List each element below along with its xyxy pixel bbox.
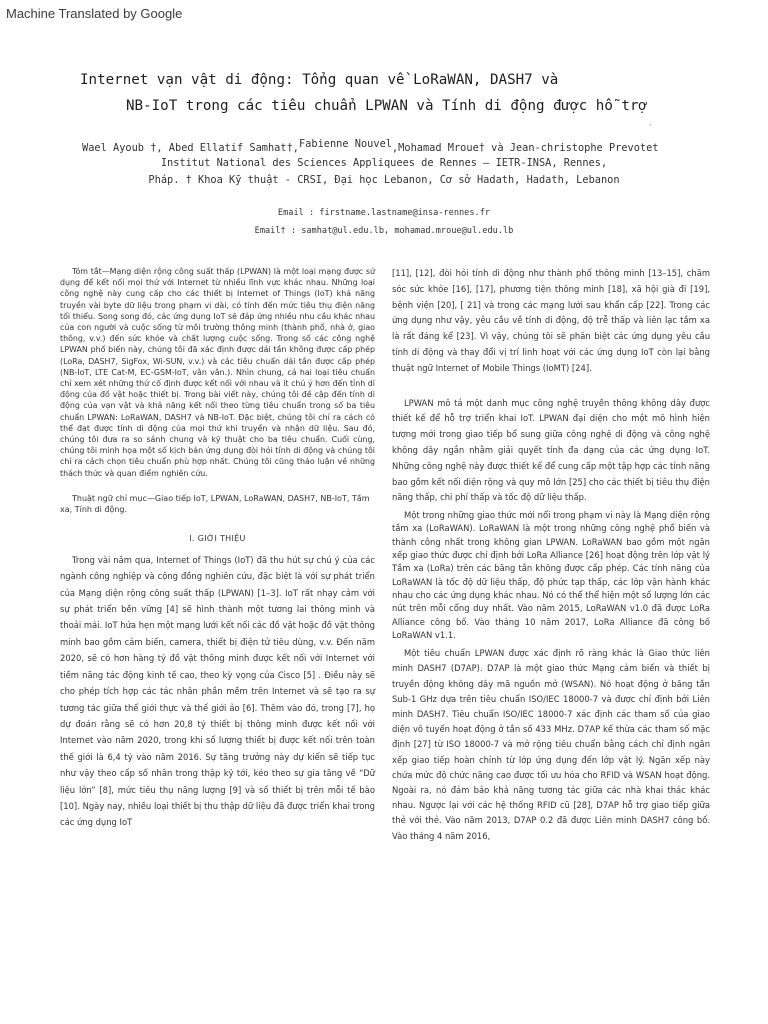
email-line-2: Email† : samhat@ul.edu.lb, mohamad.mroue@ul.edu.lb (254, 226, 514, 236)
abstract: Tóm tắt—Mạng diện rộng công suất thấp (LPWAN) là một loại mạng được sử dụng để kết nối mọi thứ với Internet từ nhiều lĩnh vực khác nhau. Những loại công nghệ này cung cấp cho các thiết bị Internet of Things (IoT) khả năng truyền vài byte dữ liệu trong phạm vi dài, có tính đến mức tiêu thụ điện năng tối thiểu. Song song đó, các ứng dụng IoT sẽ đáp ứng nhiều nhu cầu khác nhau của con người và cuộc sống từ môi trường thông minh (thành phố, nhà ở, giao thông, v.v.) đến sức khỏe và chất lượng cuộc sống. Trong số các công nghệ LPWAN phổ biến này, chúng tôi đã xác định được dải tần không được cấp phép (LoRa, DASH7, SigFox, Wi-SUN, v.v.) và các tiêu chuẩn dải tần được cấp phép (NB-IoT, LTE Cat-M, EC-GSM-IoT, vân vân.). Nhìn chung, cả hai loại tiêu chuẩn chỉ xem xét những thứ cố định được kết nối với nhau và ít chú ý hơn đến tính di động của đồ vật hoặc thiết bị. Trong bài viết này, chúng tôi đề cập đến tính di động của vạn vật và khả năng kết nối theo từng tiêu chuẩn trong số ba tiêu chuẩn LPWAN: LoRaWAN, DASH7 và NB-IoT. Đặc biệt, chúng tôi chỉ ra cách có thể đạt được tính di động của mọi thứ khi truyền và nhận dữ liệu. Sau đó, chúng tôi đưa ra so sánh chung và kỹ thuật cho ba tiêu chuẩn. Cuối cùng, chúng tôi minh họa một số kịch bản ứng dụng đòi hỏi tính di động và chúng tôi chỉ ra cách chọn tiêu chuẩn phù hợp nhất. Chúng tôi cũng thảo luận về những thách thức và quan điểm nghiên cứu. (60, 267, 375, 478)
right-paragraph-1: [11], [12], đòi hỏi tính di động như thành phố thông minh [13–15], chăm sóc sức khỏe [16], [17], phương tiện thông minh [18], xã hội già đi [19], bệnh viện [20], [ 21] và trong các mạng lưới sau khẩn cấp [22]. Trong các ứng dụng như vậy, yêu cầu về tính di động, độ trễ thấp và liên lạc tầm xa là rất đáng kể [23]. Vì vậy, chúng tôi sẽ phân biệt các ứng dụng yêu cầu tính di động và thay đổi vị trí linh hoạt với các ứng dụng IoT còn lại bằng thuật ngữ Internet of Mobile Things (IoMT) [24]. (392, 268, 710, 373)
author-list (82, 138, 659, 154)
right-paragraph-3: Một trong những giao thức mới nổi trong phạm vi này là Mạng diện rộng tầm xa (LoRaWAN). LoRaWAN là một trong những công nghệ phổ biến và thành công nhất trong không gian LPWAN. LoRaWAN bao gồm một ngăn xếp giao thức được chỉ định bởi LoRa Alliance [26] hoạt động trên lớp vật lý Tầm xa (LoRa) trên các băng tần không được cấp phép. Các tính năng của LoRaWAN là tốc độ dữ liệu thấp, độ phức tạp thấp, các lớp vận hành khác nhau cho các ứng dụng khác nhau. Nó có thể thể hiện một số lượng lớn các nút trên mỗi cổng duy nhất. Vào năm 2015, LoRaWAN v1.0 đã được LoRa Alliance công bố. Vào tháng 10 năm 2017, LoRa Alliance đã công bố LoRaWAN v1.1. (392, 510, 710, 640)
affiliation-line-1: Institut National des Sciences Appliquees de Rennes – IETR-INSA, Rennes, (160, 157, 608, 169)
paper-title-line-1: Internet vạn vật di động: Tổng quan về LoRaWAN, DASH7 và (80, 72, 559, 88)
email-line-1: Email : firstname.lastname@insa-rennes.fr (277, 208, 491, 218)
authors-part-3: ,Mohamad Mroue† và Jean-christophe Prevotet (391, 142, 659, 154)
machine-translated-banner: Machine Translated by Google (6, 6, 183, 21)
stray-mark: ` (648, 124, 654, 134)
intro-paragraph: Trong vài năm qua, Internet of Things (IoT) đã thu hút sự chú ý của các ngành công nghiệp và cộng đồng nghiên cứu, đặc biệt là với sự phát triển của Mạng diện rộng công suất thấp (LPWAN) [1–3]. IoT rất nhạy cảm với sự phát triển bền vững [4] sẽ hình thành một tương lai thông minh và thoải mái. IoT hứa hẹn một mạng lưới kết nối các đồ vật hoặc đồ vật thông minh bao gồm cảm biến, camera, thiết bị điện tử tiêu dùng, v.v. Đến năm 2020, sẽ có hơn hàng tỷ đồ vật thông minh được kết nối với Internet với tiềm năng tác động kinh tế cao, theo kỳ vọng của Cisco [5] . Điều này sẽ cho phép tích hợp các tác nhân phần mềm trên Internet và sẽ tạo ra sự tương tác giữa thế giới thực và thế giới ảo [6]. Thêm vào đó, trong [7], họ dự đoán rằng sẽ có hơn 20,8 tỷ thiết bị thông minh được kết nối với Internet vào năm 2020, trong khi số lượng thiết bị được kết nối trên toàn thế giới là 6,4 tỷ vào năm 2016. Sự tăng trưởng này dự kiến sẽ tiếp tục như vậy theo cấp số nhân trong thập kỷ tới, kéo theo sự gia tăng về “Dữ liệu lớn” [8], mức tiêu thụ năng lượng [9] và số thiết bị trên mỗi tế bào [10]. Ngày nay, nhiều loại thiết bị thu thập dữ liệu đã được triển khai trong các ứng dụng IoT (60, 554, 375, 828)
index-terms: Thuật ngữ chỉ mục—Giao tiếp IoT, LPWAN, LoRaWAN, DASH7, NB-IoT, Tầm xa, Tính di động. (60, 493, 370, 515)
left-column (60, 266, 375, 831)
affiliation-line-2: Pháp. † Khoa Kỹ thuật - CRSI, Đại học Lebanon, Cơ sở Hadath, Hadath, Lebanon (148, 174, 620, 186)
authors-part-2: Fabienne Nouvel (298, 138, 392, 150)
right-column (392, 266, 710, 844)
authors-part-1: Wael Ayoub †, Abed Ellatif Samhat†, (82, 142, 299, 154)
right-paragraph-4: Một tiêu chuẩn LPWAN được xác định rõ ràng khác là Giao thức liên minh DASH7 (D7AP). D7AP là một giao thức Mạng cảm biến và thiết bị truyền động không dây mã nguồn mở (WSAN). Nó hoạt động ở băng tần Sub-1 GHz dựa trên tiêu chuẩn ISO/IEC 18000-7 và được chỉ định bởi Liên minh DASH7. Tiêu chuẩn ISO/IEC 18000-7 xác định các tham số của giao diện vô tuyến hoạt động ở tần số 433 MHz. D7AP kế thừa các tham số mặc định [27] từ ISO 18000-7 và mở rộng tiêu chuẩn bằng cách chỉ định ngăn xếp giao tiếp hoàn chỉnh từ lớp ứng dụng đến lớp vật lý. Ngăn xếp này chứa mức độ chức năng cao được tối ưu hóa cho RFID và WSAN hoạt động. Ngoài ra, nó đảm bảo khả năng tương tác giữa các nhà khai thác khác nhau. Ngược lại với các hệ thống RFID cũ [28], D7AP hỗ trợ giao tiếp giữa thẻ với thẻ. Vào năm 2013, D7AP 0.2 đã được Liên minh DASH7 công bố. Vào tháng 4 năm 2016, (392, 648, 710, 841)
paper-title-line-2: NB-IoT trong các tiêu chuẩn LPWAN và Tính di động được hỗ trợ (126, 98, 648, 114)
right-paragraph-2: LPWAN mô tả một danh mục công nghệ truyền thông không dây được thiết kế để hỗ trợ triển khai IoT. LPWAN đại diện cho một mô hình hiện tượng mới trong giao tiếp bổ sung giữa công nghệ di động và công nghệ không dây ngắn nhằm giải quyết tính đa dạng của các ứng dụng IoT. Những công nghệ này được thiết kế để cung cấp một tập hợp các tính năng bao gồm kết nối diện rộng và quy mô lớn [25] cho các thiết bị tiêu thụ điện năng thấp, chi phí thấp và tốc độ dữ liệu thấp. (392, 397, 710, 503)
section-heading: I. GIỚI THIỆU (189, 533, 246, 543)
